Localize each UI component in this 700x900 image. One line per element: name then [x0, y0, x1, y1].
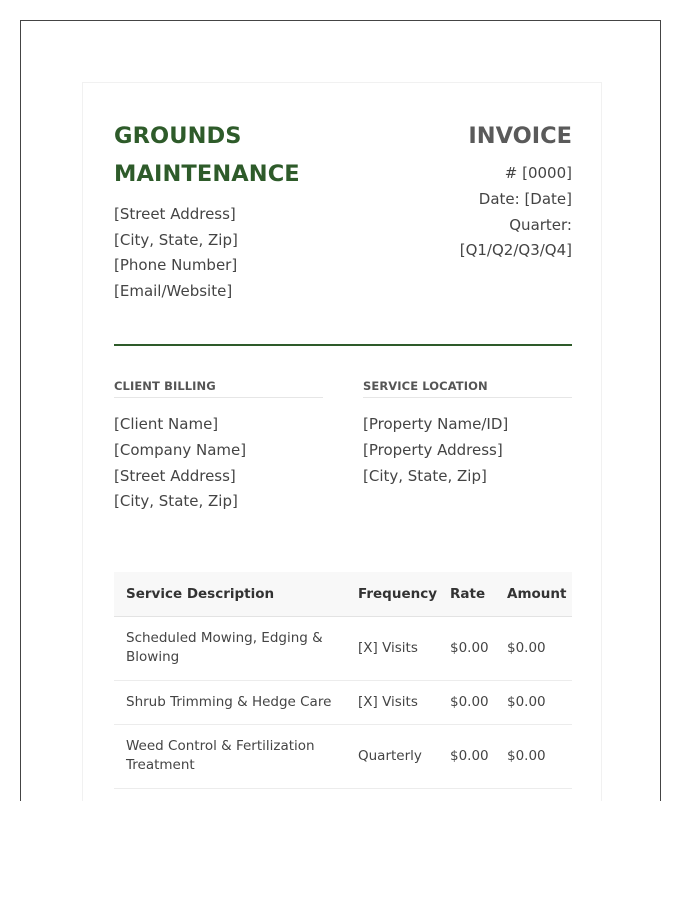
row-amount: $0.00 [495, 616, 572, 680]
table-row [114, 680, 572, 724]
company-name [114, 117, 374, 193]
row-frequency: [X] Visits [346, 616, 438, 680]
property-address: [Property Address] [363, 440, 503, 459]
row-description: Weed Control & Fertilization Treatment [114, 724, 346, 788]
invoice-meta [372, 117, 572, 264]
row-amount: $0.00 [495, 724, 572, 788]
client-company-name: [Company Name] [114, 440, 247, 459]
company-street-address: [Street Address] [114, 205, 236, 223]
property-city-state-zip: [City, State, Zip] [363, 466, 487, 485]
header-frequency: Frequency [346, 572, 438, 616]
row-description: Scheduled Mowing, Edging & Blowing [114, 616, 346, 680]
services-table [114, 572, 572, 789]
row-description: Shrub Trimming & Hedge Care [114, 680, 346, 724]
client-city-state-zip: [City, State, Zip] [114, 492, 238, 511]
table-header-row [114, 572, 572, 616]
row-rate: $0.00 [438, 724, 495, 788]
invoice-number: # [0000] [504, 164, 572, 182]
company-name-line-2: MAINTENANCE [114, 161, 300, 187]
table-row [114, 616, 572, 680]
client-billing-heading: CLIENT BILLING [114, 379, 323, 398]
row-frequency: [X] Visits [346, 680, 438, 724]
header-amount: Amount [495, 572, 572, 616]
row-frequency: Quarterly [346, 724, 438, 788]
property-name: [Property Name/ID] [363, 415, 509, 433]
invoice-title: INVOICE [468, 123, 572, 149]
row-amount: $0.00 [495, 680, 572, 724]
company-email-website: [Email/Website] [114, 281, 233, 300]
invoice-quarter-label: Quarter: [509, 215, 572, 234]
invoice-sheet [82, 82, 602, 801]
header-rate: Rate [438, 572, 495, 616]
row-rate: $0.00 [438, 616, 495, 680]
table-row [114, 724, 572, 788]
invoice-header [114, 117, 572, 337]
client-billing-block [114, 379, 323, 515]
service-location-heading: SERVICE LOCATION [363, 379, 572, 398]
header-divider [114, 344, 572, 346]
service-location-block [363, 379, 572, 489]
company-city-state-zip: [City, State, Zip] [114, 230, 238, 249]
invoice-date: Date: [Date] [478, 189, 572, 208]
document-page [20, 20, 661, 801]
company-block [114, 117, 374, 304]
invoice-quarter-value: [Q1/Q2/Q3/Q4] [459, 241, 572, 260]
header-service-description: Service Description [114, 572, 346, 616]
company-name-line-1: GROUNDS [114, 123, 242, 149]
client-name: [Client Name] [114, 415, 219, 433]
invoice-content [114, 117, 572, 773]
row-rate: $0.00 [438, 680, 495, 724]
company-phone: [Phone Number] [114, 256, 238, 275]
client-street-address: [Street Address] [114, 466, 236, 485]
